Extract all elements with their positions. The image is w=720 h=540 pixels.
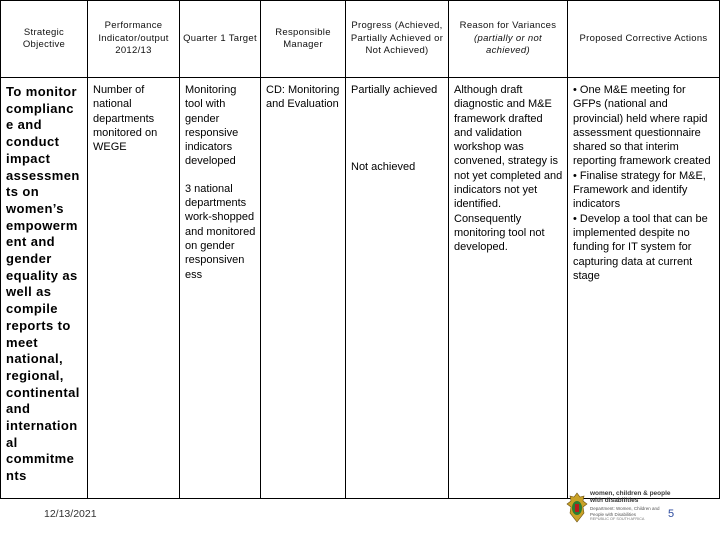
- reason-text: Although draft diagnostic and M&E framework drafted and validation workshop was convened, strategy is not yet completed and indicators not yet identified. Consequently monitoring tool not developed.: [454, 84, 563, 254]
- logo-line-2: Department: Women, Children and People with Disabilities: [590, 506, 660, 517]
- header-reason-main: Reason for Variances: [459, 20, 557, 32]
- header-reason-sub: (partially or not achieved): [474, 32, 542, 57]
- header-performance-indicator: Performance Indicator/output 2012/13: [88, 1, 180, 78]
- progress-text-1: Partially achieved: [351, 84, 438, 96]
- cell-target: [180, 78, 261, 499]
- action-item-1: • One M&E meeting for GFPs (national and provincial) held where rapid assessment questionnaire shared so that interim reporting framework created: [573, 84, 711, 168]
- footer-date: 12/13/2021: [44, 508, 97, 520]
- table-row: [1, 78, 720, 499]
- indicator-text: Number of national departments monitored on WEGE: [93, 84, 158, 154]
- progress-text-2: Not achieved: [351, 161, 416, 174]
- cell-indicator: [88, 78, 180, 499]
- cell-actions: [568, 78, 720, 499]
- cell-manager: [261, 78, 346, 499]
- cell-progress: [346, 78, 449, 499]
- action-item-3: • Develop a tool that can be implemented despite no funding for IT system for capturing data at current stage: [573, 212, 708, 282]
- coat-of-arms-icon: [566, 492, 588, 524]
- page-number: 5: [668, 508, 675, 520]
- manager-text: CD: Monitoring and Evaluation: [266, 84, 340, 111]
- target-text-1: Monitoring tool with gender responsive indicators developed: [185, 84, 239, 168]
- logo-line-1: women, children & people with disabilities: [590, 490, 671, 504]
- header-progress: Progress (Achieved, Partially Achieved or Not Achieved): [346, 1, 449, 78]
- action-item-2: • Finalise strategy for M&E, Framework and identify indicators: [573, 169, 706, 211]
- department-logo: [562, 488, 675, 532]
- header-row: [1, 1, 720, 78]
- footer-edge: [0, 534, 720, 540]
- cell-objective: [1, 78, 88, 499]
- header-strategic-objective: Strategic Objective: [1, 1, 88, 78]
- target-text-2: 3 national departments work-shopped and monitored on gender responsiven ess: [185, 182, 256, 281]
- header-corrective-actions: Proposed Corrective Actions: [568, 1, 720, 78]
- cell-reason: [449, 78, 568, 499]
- header-reason-for-variances: [449, 1, 568, 78]
- header-quarter-target: Quarter 1 Target: [180, 1, 261, 78]
- header-responsible-manager: Responsible Manager: [261, 1, 346, 78]
- logo-line-3: REPUBLIC OF SOUTH AFRICA: [590, 517, 645, 521]
- objective-text: To monitor complianc e and conduct impact assessmen ts on women’s empowerm ent and gender equality as well as compile reports to meet national, regional, continental and internation al commitme nts: [6, 84, 80, 484]
